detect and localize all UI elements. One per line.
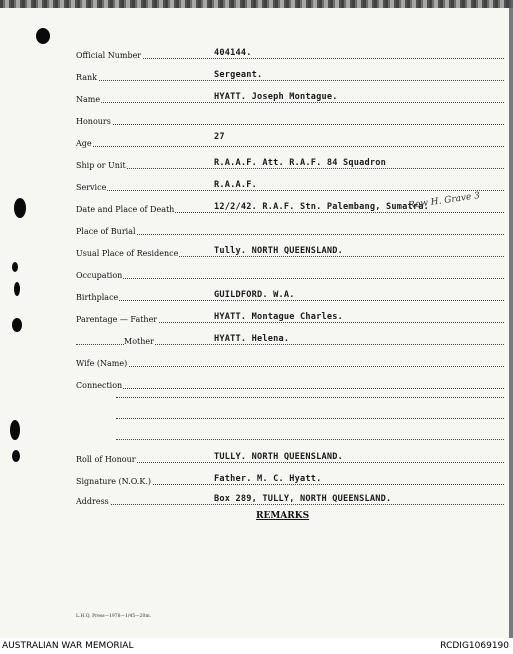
binding-mark-2 [14, 282, 20, 296]
value-official-number: 404144. [214, 48, 252, 58]
binding-mark-3 [12, 318, 22, 332]
label-name: Name [76, 95, 101, 104]
value-father: HYATT. Montague Charles. [214, 312, 343, 322]
value-mother: HYATT. Helena. [214, 334, 290, 344]
label-date-place-death: Date and Place of Death [76, 205, 175, 214]
label-honours: Honours [76, 117, 111, 126]
label-roll-of-honour: Roll of Honour [76, 455, 136, 464]
label-father: Parentage — Father [76, 315, 158, 324]
value-rank: Sergeant. [214, 70, 263, 80]
label-signature-nok: Signature (N.O.K.) [76, 477, 151, 486]
label-rank: Rank [76, 73, 97, 82]
value-usual-residence: Tully. NORTH QUEENSLAND. [214, 246, 343, 256]
value-signature-nok: Father. M. C. Hyatt. [214, 474, 322, 484]
field-service [76, 179, 504, 192]
value-birthplace: GUILDFORD. W.A. [214, 290, 295, 300]
label-birthplace: Birthplace [76, 293, 119, 302]
binding-mark-4 [10, 420, 20, 440]
connection-line-2 [116, 397, 504, 398]
field-rank [76, 69, 504, 82]
label-address: Address [76, 497, 109, 506]
archive-footer [0, 638, 513, 654]
field-place-of-burial [76, 223, 504, 236]
value-date-place-death: 12/2/42. R.A.F. Stn. Palembang, Sumatra. [214, 202, 429, 212]
footer-institution: AUSTRALIAN WAR MEMORIAL [2, 641, 134, 651]
binding-mark-5 [12, 450, 20, 462]
scan-edge-top [0, 0, 513, 8]
label-ship-or-unit: Ship or Unit [76, 161, 126, 170]
field-wife [76, 355, 504, 368]
value-roll-of-honour: TULLY. NORTH QUEENSLAND. [214, 452, 343, 462]
label-connection: Connection [76, 381, 123, 390]
remarks-heading: REMARKS [256, 511, 310, 521]
field-name [76, 91, 504, 104]
label-age: Age [76, 139, 92, 148]
field-connection [76, 377, 504, 390]
field-signature-nok [76, 473, 504, 486]
handwritten-grave-note: Row H. Grave 3 [407, 191, 481, 211]
label-official-number: Official Number [76, 51, 142, 60]
field-mother [76, 333, 504, 346]
field-birthplace [76, 289, 504, 302]
field-usual-residence [76, 245, 504, 258]
field-ship-or-unit [76, 157, 504, 170]
binding-mark-1 [12, 262, 18, 272]
field-occupation [76, 267, 504, 280]
form-print-code: L.H.Q. Press—1978—1/45—20m. [76, 614, 152, 619]
label-service: Service [76, 183, 107, 192]
value-ship-or-unit: R.A.A.F. Att. R.A.F. 84 Squadron [214, 158, 386, 168]
connection-line-4 [116, 439, 504, 440]
label-place-of-burial: Place of Burial [76, 227, 136, 236]
label-wife: Wife (Name) [76, 359, 128, 368]
connection-line-3 [116, 418, 504, 419]
scan-edge-right [509, 0, 513, 638]
punch-hole-middle [14, 198, 26, 218]
punch-hole-top [36, 28, 50, 44]
field-father [76, 311, 504, 324]
label-mother: Mother [124, 337, 154, 346]
value-service: R.A.A.F. [214, 180, 257, 190]
field-roll-of-honour [76, 451, 504, 464]
footer-record-id: RCDIG1069190 [440, 641, 509, 651]
value-age: 27 [214, 132, 225, 142]
value-address: Box 289, TULLY, NORTH QUEENSLAND. [214, 494, 392, 504]
field-age [76, 132, 504, 148]
field-honours [76, 113, 504, 126]
label-occupation: Occupation [76, 271, 123, 280]
label-usual-residence: Usual Place of Residence [76, 249, 179, 258]
field-official-number [76, 47, 504, 60]
value-name: HYATT. Joseph Montague. [214, 92, 338, 102]
field-address [76, 493, 504, 506]
